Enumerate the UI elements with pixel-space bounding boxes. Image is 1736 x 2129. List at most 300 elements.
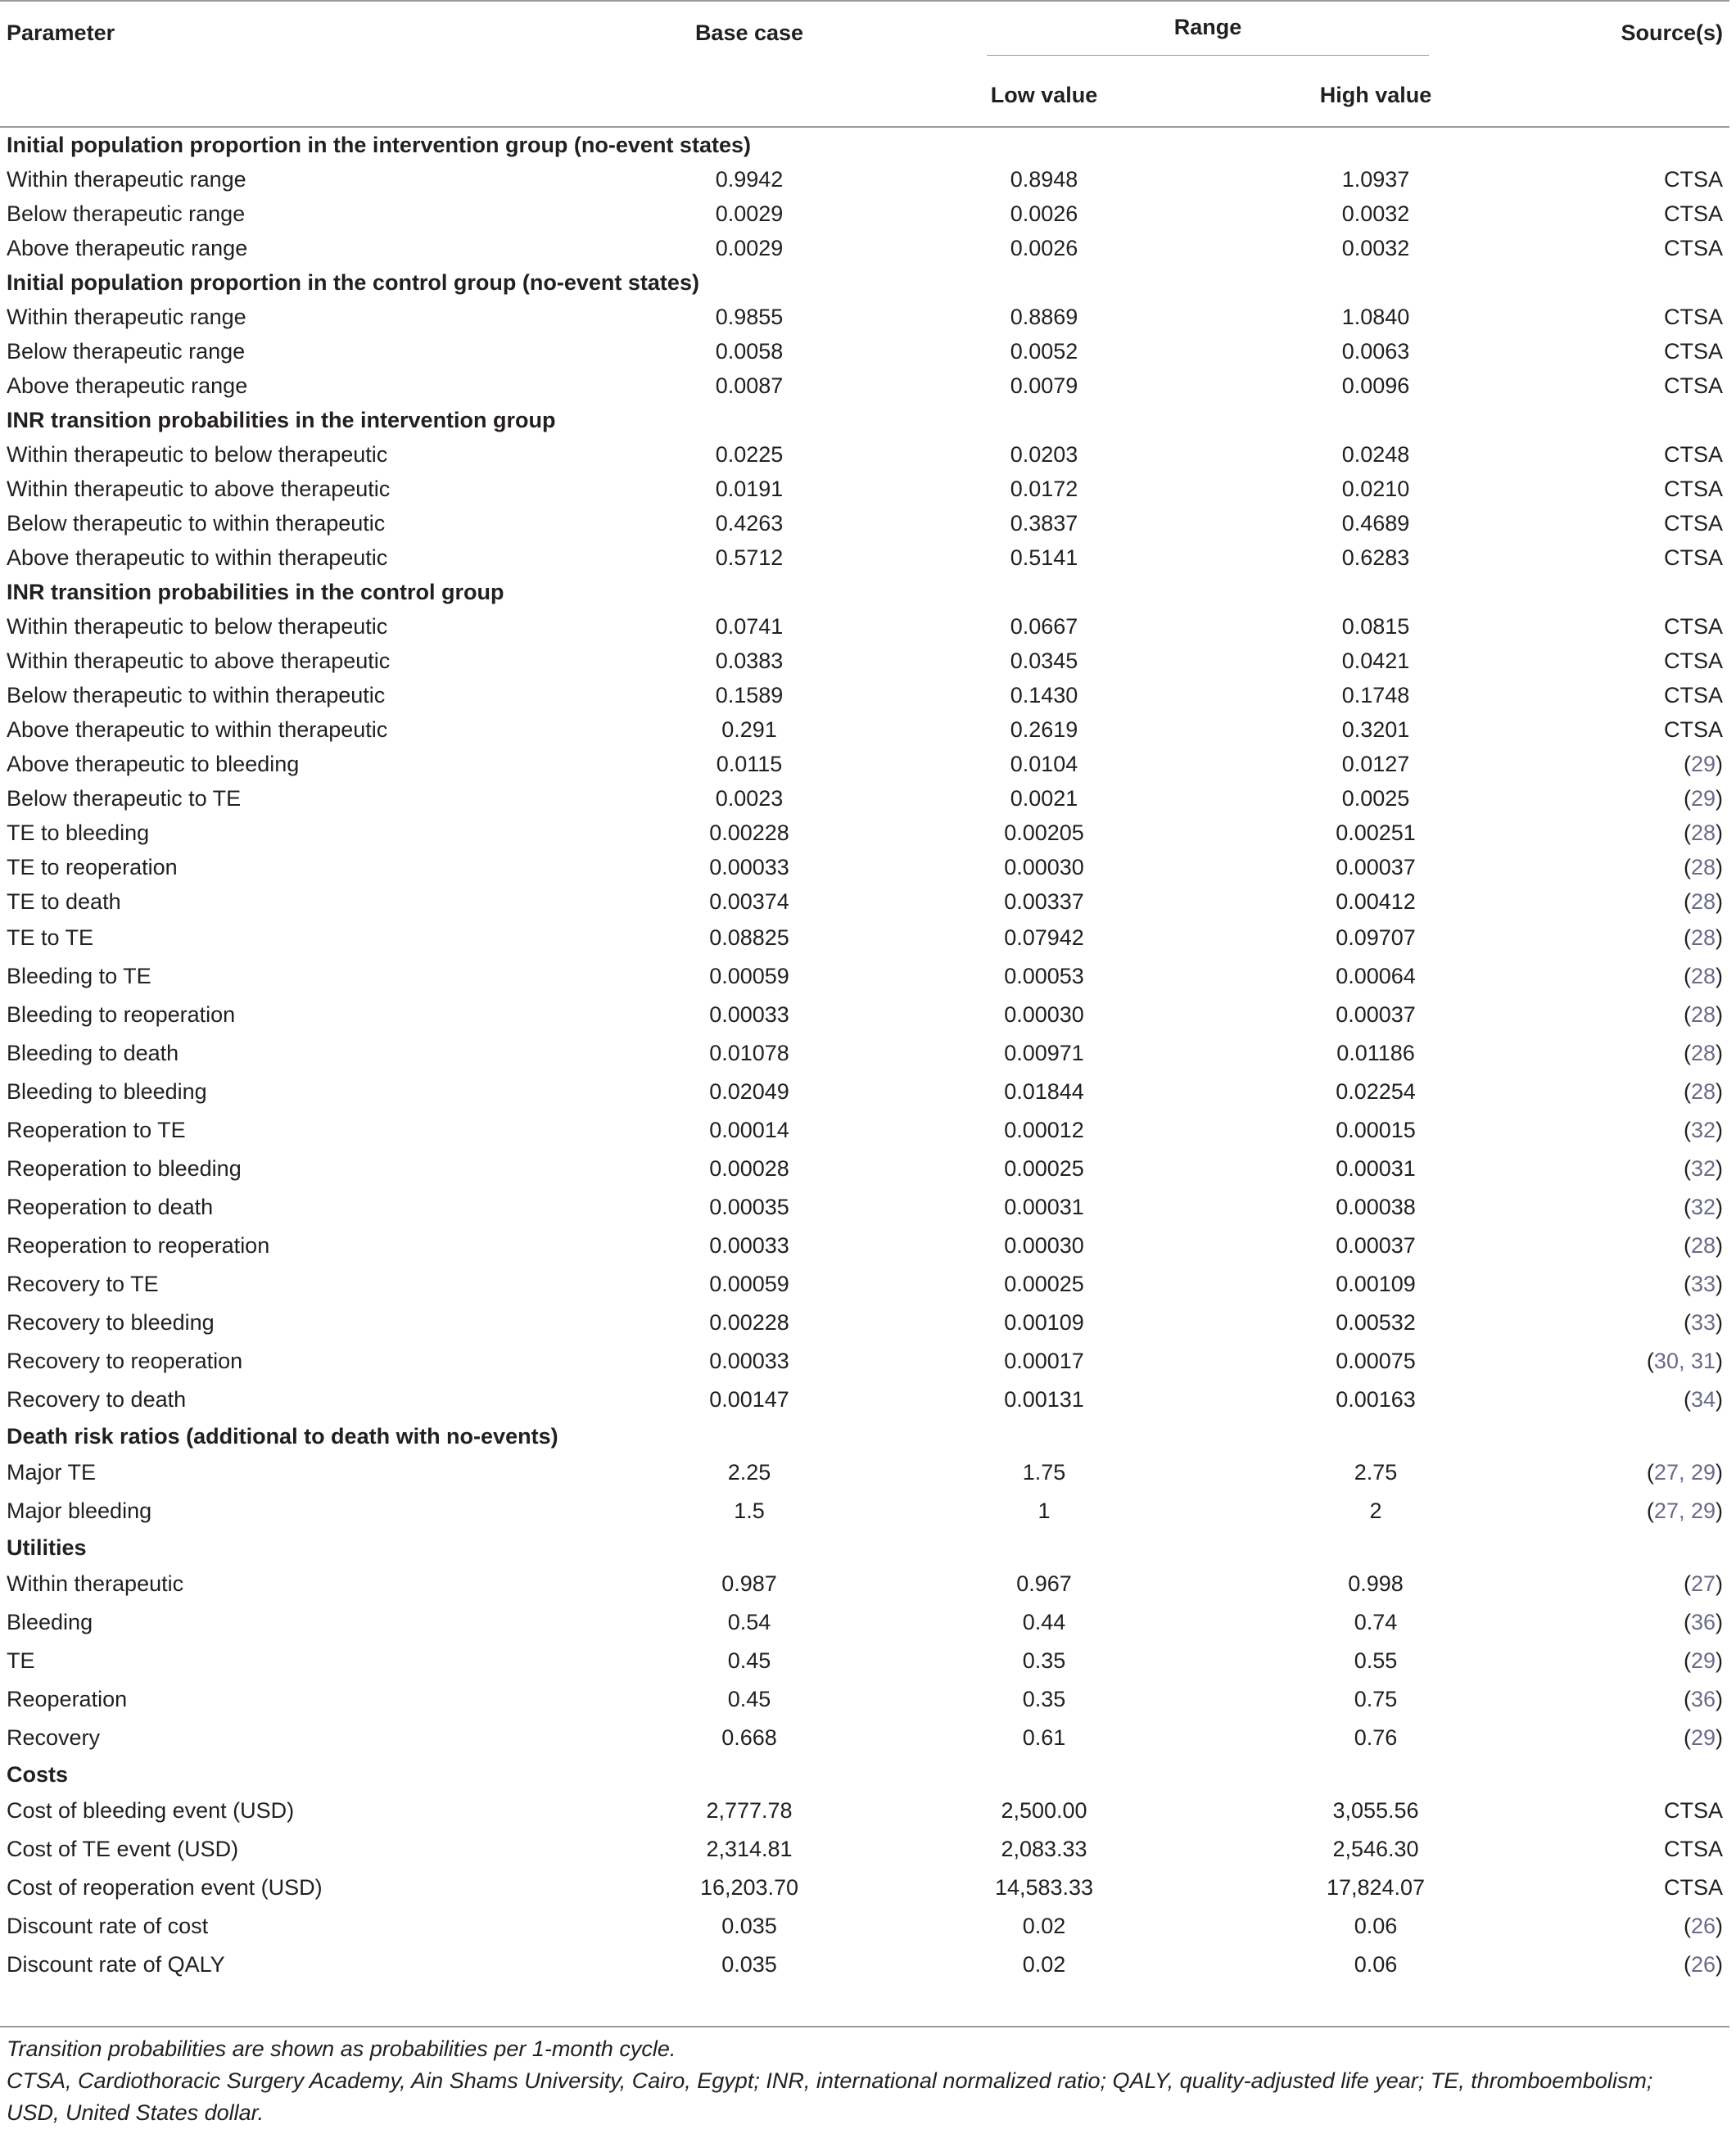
citation-link[interactable]: (28) (1683, 1233, 1723, 1258)
citation-link[interactable]: (30, 31) (1646, 1349, 1723, 1373)
section-title: Utilities (7, 1535, 87, 1560)
table-row (0, 1680, 1729, 1719)
table-row (0, 540, 1729, 575)
source-cell (1539, 1492, 1729, 1530)
source-cell (1539, 1719, 1729, 1757)
source-cell (1539, 850, 1729, 884)
base-case-cell: 0.035 (721, 1952, 777, 1977)
parameter-cell: Reoperation to reoperation (7, 1233, 270, 1258)
high-value-cell: 0.00109 (1336, 1272, 1416, 1296)
low-value-cell: 0.0172 (1010, 476, 1078, 501)
parameter-cell: TE to death (7, 888, 121, 914)
parameter-cell: Bleeding to bleeding (7, 1079, 207, 1104)
low-value-cell: 0.8869 (1010, 304, 1078, 329)
low-value-cell: 0.0203 (1010, 441, 1078, 467)
base-case-cell: 0.00035 (709, 1195, 789, 1219)
parameter-cell: Bleeding (7, 1610, 93, 1634)
high-value-cell: 0.00075 (1336, 1349, 1416, 1373)
footnote-line-2: CTSA, Cardiothoracic Surgery Academy, Ain Shams University, Cairo, Egypt; INR, international normalized ratio; QALY, quality-adjusted life year; TE, thromboembolism; (7, 2068, 1653, 2093)
base-case-cell: 0.291 (721, 716, 777, 742)
low-value-cell: 0.2619 (1010, 716, 1078, 742)
low-value-cell: 0.8948 (1010, 166, 1078, 192)
table-row (0, 368, 1729, 403)
parameter-cell: Below therapeutic range (7, 201, 246, 226)
high-value-cell: 0.55 (1354, 1648, 1398, 1673)
parameter-cell: Above therapeutic to within therapeutic (7, 716, 388, 742)
high-value-cell: 0.09707 (1336, 925, 1416, 950)
parameter-cell: Above therapeutic to within therapeutic (7, 545, 388, 570)
base-case-cell: 0.00033 (709, 1233, 789, 1258)
table-row (0, 1227, 1729, 1265)
source-cell (1539, 1381, 1729, 1419)
header-sources: Source(s) (1539, 1, 1729, 64)
citation-link[interactable]: (32) (1683, 1118, 1723, 1142)
base-case-cell: 0.00147 (709, 1387, 789, 1412)
table-row (0, 957, 1729, 996)
source-cell: CTSA (1663, 304, 1723, 329)
low-value-cell: 0.0021 (1010, 785, 1078, 811)
high-value-cell: 0.75 (1354, 1687, 1398, 1711)
base-case-cell: 0.00228 (709, 820, 789, 845)
parameter-cell: Within therapeutic to below therapeutic (7, 441, 388, 467)
high-value-cell: 0.02254 (1336, 1079, 1416, 1104)
citation-link[interactable]: (29) (1683, 1648, 1723, 1673)
base-case-cell: 0.00028 (709, 1156, 789, 1181)
table-row (0, 1265, 1729, 1304)
citation-link[interactable]: (32) (1683, 1156, 1723, 1181)
header-low-value: Low value (876, 64, 1212, 127)
base-case-cell: 0.668 (721, 1725, 777, 1750)
low-value-cell: 0.00205 (1004, 820, 1084, 845)
citation-link[interactable]: (36) (1683, 1610, 1723, 1634)
parameter-cell: Within therapeutic (7, 1571, 184, 1596)
table-row (0, 747, 1729, 781)
base-case-cell: 2,777.78 (706, 1798, 793, 1823)
high-value-cell: 0.4689 (1341, 510, 1410, 536)
low-value-cell: 0.0104 (1010, 751, 1078, 776)
low-value-cell: 0.00025 (1004, 1272, 1084, 1296)
citation-link[interactable]: (29) (1683, 1725, 1723, 1750)
header-range (876, 1, 1539, 64)
parameter-cell: Above therapeutic range (7, 373, 248, 398)
citation-link[interactable]: (28) (1683, 854, 1723, 879)
high-value-cell: 0.00532 (1336, 1310, 1416, 1335)
source-cell: CTSA (1663, 235, 1723, 260)
parameter-cell: Reoperation (7, 1687, 128, 1711)
section-header-row (0, 403, 1729, 437)
source-cell (1539, 1680, 1729, 1719)
low-value-cell: 2,083.33 (1001, 1837, 1087, 1861)
source-cell (1539, 1907, 1729, 1946)
header-high-value: High value (1212, 64, 1539, 127)
table-row (0, 1304, 1729, 1342)
parameter-cell: Below therapeutic to within therapeutic (7, 510, 386, 536)
citation-link[interactable]: (26) (1683, 1914, 1723, 1938)
citation-link[interactable]: (29) (1683, 751, 1723, 776)
low-value-cell: 0.00971 (1004, 1041, 1084, 1065)
footnote-divider (0, 2026, 1729, 2027)
table-row (0, 1830, 1729, 1869)
base-case-cell: 0.08825 (709, 925, 789, 950)
citation-link[interactable]: (32) (1683, 1195, 1723, 1219)
parameter-cell: Major bleeding (7, 1498, 152, 1523)
base-case-cell: 0.9942 (715, 166, 784, 192)
header-base-case: Base case (622, 1, 876, 64)
high-value-cell: 0.1748 (1341, 682, 1410, 707)
table-row (0, 816, 1729, 850)
low-value-cell: 0.02 (1022, 1914, 1066, 1938)
low-value-cell: 0.00337 (1004, 888, 1084, 914)
high-value-cell: 0.0421 (1341, 648, 1410, 673)
table-row (0, 1073, 1729, 1111)
low-value-cell: 0.00030 (1004, 1002, 1084, 1027)
low-value-cell: 0.0079 (1010, 373, 1078, 398)
header-parameter: Parameter (0, 1, 622, 64)
parameter-cell: Within therapeutic range (7, 166, 246, 192)
table-row (0, 1034, 1729, 1073)
low-value-cell: 0.1430 (1010, 682, 1078, 707)
base-case-cell: 0.9855 (715, 304, 784, 329)
citation-link[interactable]: (27, 29) (1646, 1460, 1723, 1485)
low-value-cell: 2,500.00 (1001, 1798, 1087, 1823)
base-case-cell: 0.54 (727, 1610, 771, 1634)
low-value-cell: 0.35 (1022, 1648, 1066, 1673)
parameter-cell: Cost of bleeding event (USD) (7, 1798, 295, 1823)
source-cell (1539, 1227, 1729, 1265)
source-cell (1539, 816, 1729, 850)
header-spacer (0, 64, 622, 127)
parameter-cell: Above therapeutic range (7, 235, 248, 260)
table-row (0, 781, 1729, 816)
section-header-row (0, 1419, 1729, 1453)
table-row (0, 1150, 1729, 1188)
table-row (0, 609, 1729, 644)
table-row (0, 231, 1729, 265)
citation-link[interactable]: (28) (1683, 820, 1723, 845)
parameter-cell: Recovery to bleeding (7, 1310, 215, 1335)
source-cell: CTSA (1663, 648, 1723, 673)
low-value-cell: 0.00017 (1004, 1349, 1084, 1373)
source-cell (1539, 919, 1729, 957)
low-value-cell: 0.0026 (1010, 235, 1078, 260)
citation-link[interactable]: (33) (1683, 1272, 1723, 1296)
source-cell: CTSA (1663, 510, 1723, 536)
low-value-cell: 0.0667 (1010, 613, 1078, 639)
high-value-cell: 1.0937 (1341, 166, 1410, 192)
source-cell (1539, 747, 1729, 781)
parameter-cell: Cost of TE event (USD) (7, 1837, 239, 1861)
high-value-cell: 3,055.56 (1332, 1798, 1419, 1823)
low-value-cell: 0.00012 (1004, 1118, 1084, 1142)
base-case-cell: 0.0741 (715, 613, 784, 639)
citation-link[interactable]: (28) (1683, 1002, 1723, 1027)
high-value-cell: 0.00031 (1336, 1156, 1416, 1181)
source-cell: CTSA (1663, 476, 1723, 501)
footnote-line-3: USD, United States dollar. (7, 2100, 264, 2125)
low-value-cell: 0.0345 (1010, 648, 1078, 673)
low-value-cell: 0.02 (1022, 1952, 1066, 1977)
high-value-cell: 0.00015 (1336, 1118, 1416, 1142)
table-row (0, 1946, 1729, 1984)
base-case-cell: 0.0191 (715, 476, 784, 501)
low-value-cell: 0.00131 (1004, 1387, 1084, 1412)
table-row (0, 472, 1729, 506)
low-value-cell: 0.44 (1022, 1610, 1066, 1634)
table-row (0, 1792, 1729, 1830)
parameter-cell: TE to reoperation (7, 854, 178, 879)
source-cell (1539, 1642, 1729, 1680)
high-value-cell: 2.75 (1354, 1460, 1398, 1485)
source-cell: CTSA (1663, 1837, 1723, 1861)
low-value-cell: 0.01844 (1004, 1079, 1084, 1104)
parameter-cell: Reoperation to death (7, 1195, 214, 1219)
base-case-cell: 0.02049 (709, 1079, 789, 1104)
high-value-cell: 0.76 (1354, 1725, 1398, 1750)
high-value-cell: 0.0815 (1341, 613, 1410, 639)
low-value-cell: 1 (1038, 1498, 1051, 1523)
source-cell (1539, 1034, 1729, 1073)
table-row (0, 1869, 1729, 1907)
parameter-cell: Above therapeutic to bleeding (7, 751, 300, 776)
parameter-cell: TE to bleeding (7, 820, 150, 845)
source-cell (1539, 1565, 1729, 1603)
base-case-cell: 0.00033 (709, 1349, 789, 1373)
high-value-cell: 0.0210 (1341, 476, 1410, 501)
high-value-cell: 0.0248 (1341, 441, 1410, 467)
parameter-cell: Discount rate of QALY (7, 1952, 225, 1977)
section-header-row (0, 1530, 1729, 1565)
low-value-cell: 0.35 (1022, 1687, 1066, 1711)
base-case-cell: 0.0115 (716, 751, 783, 776)
low-value-cell: 14,583.33 (994, 1875, 1094, 1900)
base-case-cell: 0.4263 (715, 510, 784, 536)
section-title: Initial population proportion in the control group (no-event states) (7, 269, 699, 295)
high-value-cell: 0.00412 (1336, 888, 1416, 914)
table-row (0, 1719, 1729, 1757)
footnote-line-1: Transition probabilities are shown as probabilities per 1-month cycle. (7, 2036, 676, 2061)
base-case-cell: 0.0225 (715, 441, 784, 467)
base-case-cell: 0.00228 (709, 1310, 789, 1335)
table-row (0, 1642, 1729, 1680)
citation-link[interactable]: (26) (1683, 1952, 1723, 1977)
source-cell (1539, 1073, 1729, 1111)
header-range-label: Range (987, 10, 1429, 56)
parameter-cell: Recovery to death (7, 1387, 187, 1412)
parameter-cell: TE to TE (7, 925, 94, 950)
high-value-cell: 2 (1369, 1498, 1382, 1523)
high-value-cell: 0.0063 (1341, 338, 1410, 364)
base-case-cell: 0.0087 (715, 373, 784, 398)
base-case-cell: 0.01078 (709, 1041, 789, 1065)
source-cell (1539, 1946, 1729, 1984)
high-value-cell: 0.00037 (1336, 1233, 1416, 1258)
parameter-cell: Major TE (7, 1460, 97, 1485)
source-cell: CTSA (1663, 338, 1723, 364)
base-case-cell: 0.45 (727, 1687, 771, 1711)
high-value-cell: 0.01186 (1336, 1041, 1415, 1065)
citation-link[interactable]: (36) (1683, 1687, 1723, 1711)
table-row (0, 437, 1729, 472)
table-row (0, 197, 1729, 231)
citation-link[interactable]: (28) (1683, 1079, 1723, 1104)
source-cell: CTSA (1663, 441, 1723, 467)
low-value-cell: 0.00053 (1004, 964, 1084, 988)
source-cell (1539, 1453, 1729, 1492)
low-value-cell: 0.00030 (1004, 1233, 1084, 1258)
high-value-cell: 0.0032 (1341, 201, 1410, 226)
table-row (0, 1381, 1729, 1419)
citation-link[interactable]: (27, 29) (1646, 1498, 1723, 1523)
high-value-cell: 17,824.07 (1326, 1875, 1426, 1900)
parameter-cell: Reoperation to bleeding (7, 1156, 242, 1181)
section-header-row (0, 265, 1729, 300)
base-case-cell: 0.00374 (709, 888, 789, 914)
table-row (0, 1453, 1729, 1492)
citation-link[interactable]: (27) (1683, 1571, 1723, 1596)
parameter-cell: Bleeding to death (7, 1041, 179, 1065)
table-row (0, 996, 1729, 1034)
parameter-cell: Recovery to TE (7, 1272, 159, 1296)
base-case-cell: 0.45 (727, 1648, 771, 1673)
high-value-cell: 0.00251 (1336, 820, 1416, 845)
table-row (0, 162, 1729, 197)
high-value-cell: 0.0032 (1341, 235, 1410, 260)
section-title: Death risk ratios (additional to death with no-events) (7, 1423, 558, 1449)
source-cell: CTSA (1663, 201, 1723, 226)
table-row (0, 334, 1729, 368)
base-case-cell: 0.035 (721, 1914, 777, 1938)
parameter-cell: Within therapeutic to above therapeutic (7, 648, 391, 673)
low-value-cell: 1.75 (1022, 1460, 1066, 1485)
source-cell (1539, 1265, 1729, 1304)
citation-link[interactable]: (29) (1683, 785, 1723, 811)
high-value-cell: 0.00037 (1336, 1002, 1416, 1027)
parameter-cell: Bleeding to reoperation (7, 1002, 236, 1027)
high-value-cell: 0.00038 (1336, 1195, 1416, 1219)
section-header-row (0, 1757, 1729, 1792)
high-value-cell: 0.0025 (1341, 785, 1410, 811)
source-cell: CTSA (1663, 166, 1723, 192)
base-case-cell: 2,314.81 (706, 1837, 793, 1861)
source-cell (1539, 781, 1729, 816)
table-row (0, 1188, 1729, 1227)
citation-link[interactable]: (28) (1683, 1041, 1723, 1065)
parameter-cell: Bleeding to TE (7, 964, 151, 988)
high-value-cell: 0.0127 (1341, 751, 1410, 776)
section-title: Costs (7, 1761, 69, 1787)
source-cell (1539, 1150, 1729, 1188)
table-row (0, 1111, 1729, 1150)
high-value-cell: 0.06 (1354, 1952, 1398, 1977)
high-value-cell: 0.00163 (1336, 1387, 1416, 1412)
citation-link[interactable]: (28) (1683, 925, 1723, 950)
source-cell: CTSA (1663, 1798, 1723, 1823)
table-footnotes (7, 2033, 1726, 2129)
source-cell: CTSA (1663, 545, 1723, 570)
citation-link[interactable]: (28) (1683, 964, 1723, 988)
table-row (0, 300, 1729, 334)
high-value-cell: 1.0840 (1341, 304, 1410, 329)
parameter-cell: Below therapeutic to TE (7, 785, 242, 811)
citation-link[interactable]: (33) (1683, 1310, 1723, 1335)
source-cell: CTSA (1663, 682, 1723, 707)
citation-link[interactable]: (34) (1683, 1387, 1723, 1412)
table-row (0, 1907, 1729, 1946)
parameter-cell: Cost of reoperation event (USD) (7, 1875, 323, 1900)
header-spacer (1539, 64, 1729, 127)
parameter-cell: Within therapeutic to below therapeutic (7, 613, 388, 639)
base-case-cell: 0.00059 (709, 1272, 789, 1296)
high-value-cell: 0.74 (1354, 1610, 1398, 1634)
table-row (0, 712, 1729, 747)
table-row (0, 919, 1729, 957)
header-spacer (622, 64, 876, 127)
source-cell (1539, 1111, 1729, 1150)
table-body (0, 127, 1729, 1984)
parameter-cell: TE (7, 1648, 35, 1673)
table-row (0, 678, 1729, 712)
base-case-cell: 0.0058 (715, 338, 784, 364)
high-value-cell: 0.00037 (1336, 854, 1416, 879)
low-value-cell: 0.07942 (1004, 925, 1084, 950)
base-case-cell: 1.5 (734, 1498, 765, 1523)
high-value-cell: 0.998 (1348, 1571, 1404, 1596)
section-title: INR transition probabilities in the control group (7, 579, 504, 604)
base-case-cell: 0.00033 (709, 1002, 789, 1027)
low-value-cell: 0.00109 (1004, 1310, 1084, 1335)
source-cell (1539, 1342, 1729, 1381)
parameter-cell: Discount rate of cost (7, 1914, 209, 1938)
base-case-cell: 0.00059 (709, 964, 789, 988)
low-value-cell: 0.00025 (1004, 1156, 1084, 1181)
parameter-cell: Recovery to reoperation (7, 1349, 243, 1373)
base-case-cell: 16,203.70 (699, 1875, 799, 1900)
table-row (0, 1342, 1729, 1381)
low-value-cell: 0.967 (1016, 1571, 1072, 1596)
source-cell (1539, 1188, 1729, 1227)
source-cell (1539, 1603, 1729, 1642)
source-cell (1539, 996, 1729, 1034)
base-case-cell: 0.00014 (709, 1118, 789, 1142)
source-cell: CTSA (1663, 613, 1723, 639)
parameter-cell: Recovery (7, 1725, 101, 1750)
parameter-cell: Within therapeutic to above therapeutic (7, 476, 391, 501)
parameter-cell: Reoperation to TE (7, 1118, 186, 1142)
base-case-cell: 0.0029 (715, 201, 784, 226)
table-row (0, 1603, 1729, 1642)
source-cell: CTSA (1663, 716, 1723, 742)
parameter-cell: Below therapeutic range (7, 338, 246, 364)
base-case-cell: 0.1589 (715, 682, 784, 707)
low-value-cell: 0.61 (1022, 1725, 1066, 1750)
section-header-row (0, 575, 1729, 609)
base-case-cell: 2.25 (727, 1460, 771, 1485)
citation-link[interactable]: (28) (1683, 888, 1723, 914)
high-value-cell: 0.6283 (1341, 545, 1410, 570)
high-value-cell: 2,546.30 (1332, 1837, 1419, 1861)
table-row (0, 884, 1729, 919)
table-row (0, 644, 1729, 678)
high-value-cell: 0.0096 (1341, 373, 1410, 398)
section-title: INR transition probabilities in the intervention group (7, 407, 556, 432)
high-value-cell: 0.3201 (1341, 716, 1410, 742)
source-cell: CTSA (1663, 1875, 1723, 1900)
high-value-cell: 0.06 (1354, 1914, 1398, 1938)
section-title: Initial population proportion in the intervention group (no-event states) (7, 132, 751, 157)
base-case-cell: 0.0029 (715, 235, 784, 260)
low-value-cell: 0.00030 (1004, 854, 1084, 879)
low-value-cell: 0.0052 (1010, 338, 1078, 364)
